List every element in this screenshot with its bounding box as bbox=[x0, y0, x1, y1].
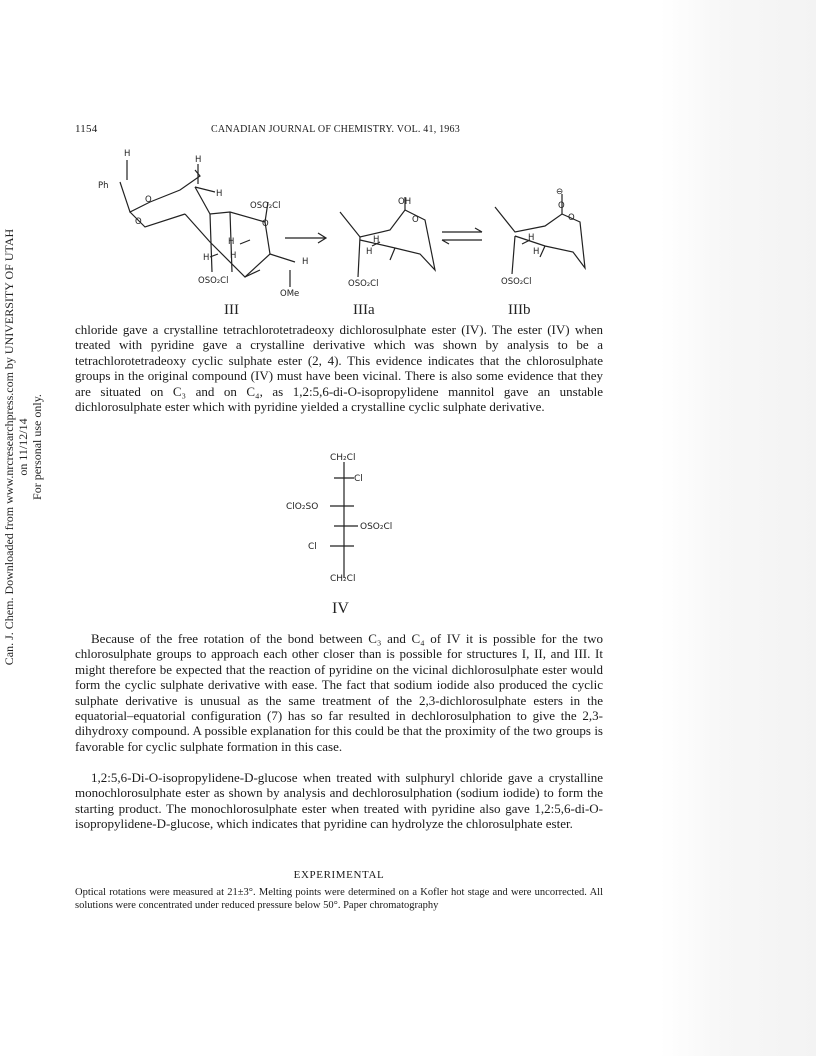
iiia-axials bbox=[358, 197, 405, 277]
label-h-3: H bbox=[216, 189, 223, 199]
label-oso2cl-c: OSO₂Cl bbox=[348, 279, 379, 289]
structure-figure-iii bbox=[90, 142, 610, 322]
paragraph-glucose: 1,2:5,6-Di-O-isopropylidene-D-glucose when treated with sulphuryl chloride gave a crystalline monochlorosulphate ester as shown by analysis and dechlorosulphation (sodium iodide) to form the starting product. The monochlorosulphate ester when treated with pyridine also gave 1,2:5,6-di-O-isopropylidene-D-glucose, which indicates that pyridine can hydrolyze the chlorosulphate ester. bbox=[75, 770, 603, 832]
label-h-9: H bbox=[366, 247, 373, 257]
iv-left-4: Cl bbox=[308, 542, 317, 552]
iv-right-3: OSO₂Cl bbox=[360, 522, 393, 532]
label-o-2: O bbox=[135, 217, 142, 227]
paragraph-free-rotation: Because of the free rotation of the bond between C₃ and C₄ of IV it is possible for the two chlorosulphate groups to approach each other closer than is possible for structures I, II, and III. It might therefore be expected that the reaction of pyridine on the vicinal dichlorosulphate ester would form the cyclic sulphate derivative with ease. The fact that sodium iodide also produced the cyclic sulphate derivative is unusual as the same treatment of the 2,3-dichlorosulphate esters in the equatorial–equatorial configuration (7) has so far resulted in dechlorosulphation to give the 2,3-dihydroxy compound. A possible explanation for this could be that the proximity of the two groups is favorable for cyclic sulphate formation in this case. bbox=[75, 631, 603, 754]
label-h-7: H bbox=[302, 257, 309, 267]
compound-label-iiib: IIIb bbox=[508, 302, 531, 318]
iv-top-group: CH₂Cl bbox=[330, 453, 356, 463]
running-title: CANADIAN JOURNAL OF CHEMISTRY. VOL. 41, 1963 bbox=[211, 124, 460, 135]
compound-label-iii: III bbox=[224, 302, 239, 318]
label-ph: Ph bbox=[98, 181, 109, 191]
iv-right-1: Cl bbox=[354, 474, 363, 484]
label-o-6: O bbox=[568, 213, 575, 223]
label-h-8: H bbox=[373, 235, 380, 245]
label-oh: OH bbox=[398, 197, 412, 207]
equilibrium-arrows bbox=[442, 228, 482, 244]
label-h-10: H bbox=[528, 233, 535, 243]
label-h-2: H bbox=[195, 155, 202, 165]
page-number: 1154 bbox=[75, 123, 98, 135]
label-o-5: O bbox=[558, 201, 565, 211]
label-h-6: H bbox=[230, 251, 237, 261]
iiia-ring bbox=[340, 210, 435, 270]
download-notice: Can. J. Chem. Downloaded from www.nrcresearchpress.com by UNIVERSITY OF UTAH on 11/12/14 bbox=[2, 228, 30, 666]
label-oso2cl-a: OSO₂Cl bbox=[250, 201, 281, 211]
experimental-paragraph: Optical rotations were measured at 21±3°. Melting points were determined on a Kofler hot stage and were uncorrected. All solutions were concentrated under reduced pressure below 50°. Paper chromatography bbox=[75, 887, 603, 911]
personal-use-notice: For personal use only. bbox=[30, 394, 44, 500]
experimental-heading: EXPERIMENTAL bbox=[293, 869, 385, 881]
iv-left-2: ClO₂SO bbox=[286, 502, 319, 512]
label-h-4: H bbox=[228, 237, 235, 247]
label-h-5: H bbox=[203, 253, 210, 263]
iiib-axials bbox=[512, 194, 562, 274]
page-edge-shading bbox=[660, 0, 816, 1056]
label-o-minus: ⊖ bbox=[556, 187, 564, 197]
label-o-3: O bbox=[262, 219, 269, 229]
label-oso2cl-d: OSO₂Cl bbox=[501, 277, 532, 287]
label-oso2cl-b: OSO₂Cl bbox=[198, 276, 229, 286]
compound-label-iv: IV bbox=[332, 600, 349, 617]
forward-arrow bbox=[285, 233, 326, 243]
iii-acetal-ring bbox=[120, 170, 200, 212]
label-h-11: H bbox=[533, 247, 540, 257]
structure-figure-iv bbox=[280, 448, 420, 618]
label-h-1: H bbox=[124, 149, 131, 159]
label-o-1: O bbox=[145, 195, 152, 205]
compound-label-iiia: IIIa bbox=[353, 302, 375, 318]
label-ome: OMe bbox=[280, 289, 300, 299]
iii-axials bbox=[210, 202, 295, 287]
download-watermark bbox=[2, 222, 44, 672]
iv-bottom-group: CH₂Cl bbox=[330, 574, 356, 584]
label-o-4: O bbox=[412, 215, 419, 225]
paragraph-tetrachloro-ester: chloride gave a crystalline tetrachlorotetradeoxy dichlorosulphate ester (IV). The ester (IV) when treated with pyridine gave a crystalline derivative which was shown by analysis to be a tetrachlorotetradeoxy cyclic sulphate ester (2, 4). This evidence indicates that the chlorosulphate groups in the original compound (IV) must have been vicinal. There is also some evidence that they are situated on C₃ and on C₄, as 1,2:5,6-di-O-isopropylidene mannitol gave an unstable dichlorosulphate ester which with pyridine yielded a crystalline cyclic sulphate derivative. bbox=[75, 322, 603, 415]
